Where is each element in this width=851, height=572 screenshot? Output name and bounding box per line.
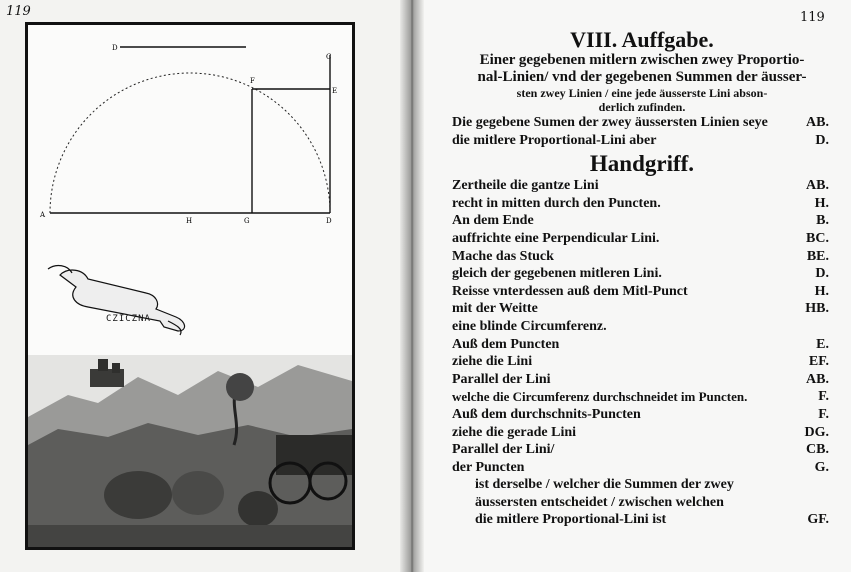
label-E: E <box>332 87 338 95</box>
step-value: EF. <box>808 354 829 370</box>
step-text: Auß dem Puncten <box>452 336 560 352</box>
step-row <box>447 230 837 248</box>
step-value: AB. <box>806 371 829 387</box>
step-text: welche die Circumferenz durchschneidet im Puncten. <box>452 389 748 405</box>
step-value: F. <box>818 406 829 422</box>
step-text: Parallel der Lini <box>452 371 551 387</box>
circumference-arc <box>50 73 330 213</box>
step-row <box>447 300 837 318</box>
step-row <box>447 248 837 266</box>
title-line: sten zwey Linien / eine jede äusserste Lini abson- <box>516 86 768 100</box>
given-row <box>447 114 837 132</box>
step-text: Reisse vnterdessen auß dem Mitl-Punct <box>452 283 688 299</box>
left-page-number: 119 <box>6 4 31 19</box>
given-text: Die gegebene Sumen der zwey äussersten Linien seye <box>452 115 768 130</box>
step-text: äussersten entscheidet / zwischen welchen <box>475 494 724 510</box>
problem-heading: VIII. Auffgabe. <box>570 27 714 52</box>
step-row <box>447 177 837 195</box>
label-F: F <box>250 77 255 85</box>
step-row <box>447 459 837 477</box>
step-row <box>447 318 837 336</box>
step-value: G. <box>814 459 829 475</box>
step-text: Auß dem durchschnits-Puncten <box>452 406 641 422</box>
step-value: BC. <box>806 230 829 246</box>
step-row <box>447 212 837 230</box>
step-value: F. <box>818 389 829 405</box>
ribbon-banner <box>48 266 185 335</box>
label-D-top: D <box>112 44 118 52</box>
title-line: Einer gegebenen mitlern zwischen zwey Proportio- <box>479 52 805 68</box>
step-text: ist derselbe / welcher die Summen der zwey <box>475 477 734 493</box>
ribbon-text: CZICZNA <box>106 314 151 324</box>
step-row <box>447 336 837 354</box>
step-row <box>447 388 837 406</box>
step-row <box>447 441 837 459</box>
step-text: auffrichte eine Perpendicular Lini. <box>452 230 660 246</box>
step-row <box>447 283 837 301</box>
step-value: B. <box>816 213 829 229</box>
engraving-plate <box>25 22 355 550</box>
label-C: C <box>326 53 332 61</box>
step-text: Zertheile die gantze Lini <box>452 178 599 194</box>
step-row <box>447 424 837 442</box>
given-value: AB. <box>806 115 829 130</box>
left-page <box>0 0 412 572</box>
step-value: D. <box>815 266 829 282</box>
step-value: HB. <box>805 301 829 317</box>
step-row <box>447 353 837 371</box>
step-text: der Puncten <box>452 459 525 475</box>
given-text: die mitlere Proportional-Lini aber <box>452 132 657 148</box>
step-text: ziehe die Lini <box>452 354 533 370</box>
step-row <box>447 195 837 213</box>
step-value: AB. <box>806 178 829 194</box>
step-row <box>447 494 837 512</box>
step-value: CB. <box>806 442 829 458</box>
step-text: mit der Weitte <box>452 301 538 317</box>
right-page-number: 119 <box>800 10 825 25</box>
step-text: Mache das Stuck <box>452 248 554 264</box>
step-row <box>447 265 837 283</box>
title-line: derlich zufinden. <box>598 100 686 114</box>
step-value: H. <box>814 195 829 211</box>
label-D: D <box>326 217 332 225</box>
label-G: G <box>244 217 250 225</box>
title-line: nal-Linien/ vnd der gegebenen Summen der äusser- <box>477 69 807 85</box>
procedure-heading: Handgriff. <box>589 151 695 177</box>
step-text: eine blinde Circumferenz. <box>452 318 607 334</box>
label-A: A <box>40 211 46 219</box>
step-row <box>447 476 837 494</box>
step-value: GF. <box>807 512 829 528</box>
problem-text <box>447 28 837 529</box>
step-text: ziehe die gerade Lini <box>452 424 577 440</box>
geometry-diagram <box>28 25 352 547</box>
step-value: DG. <box>804 424 829 440</box>
step-row <box>447 371 837 389</box>
book-gutter <box>400 0 424 572</box>
step-value: H. <box>814 283 829 299</box>
step-row <box>447 511 837 529</box>
step-row <box>447 406 837 424</box>
landscape-engraving <box>28 355 352 547</box>
step-text: An dem Ende <box>452 213 534 229</box>
given-value: D. <box>815 132 829 148</box>
given-row <box>447 132 837 150</box>
step-value: E. <box>816 336 829 352</box>
step-text: recht in mitten durch den Puncten. <box>452 195 661 211</box>
step-value: BE. <box>806 248 829 264</box>
step-text: Parallel der Lini/ <box>452 442 555 458</box>
label-H: H <box>186 217 193 225</box>
step-text: gleich der gegebenen mitleren Lini. <box>452 266 662 282</box>
step-text: die mitlere Proportional-Lini ist <box>475 512 667 528</box>
